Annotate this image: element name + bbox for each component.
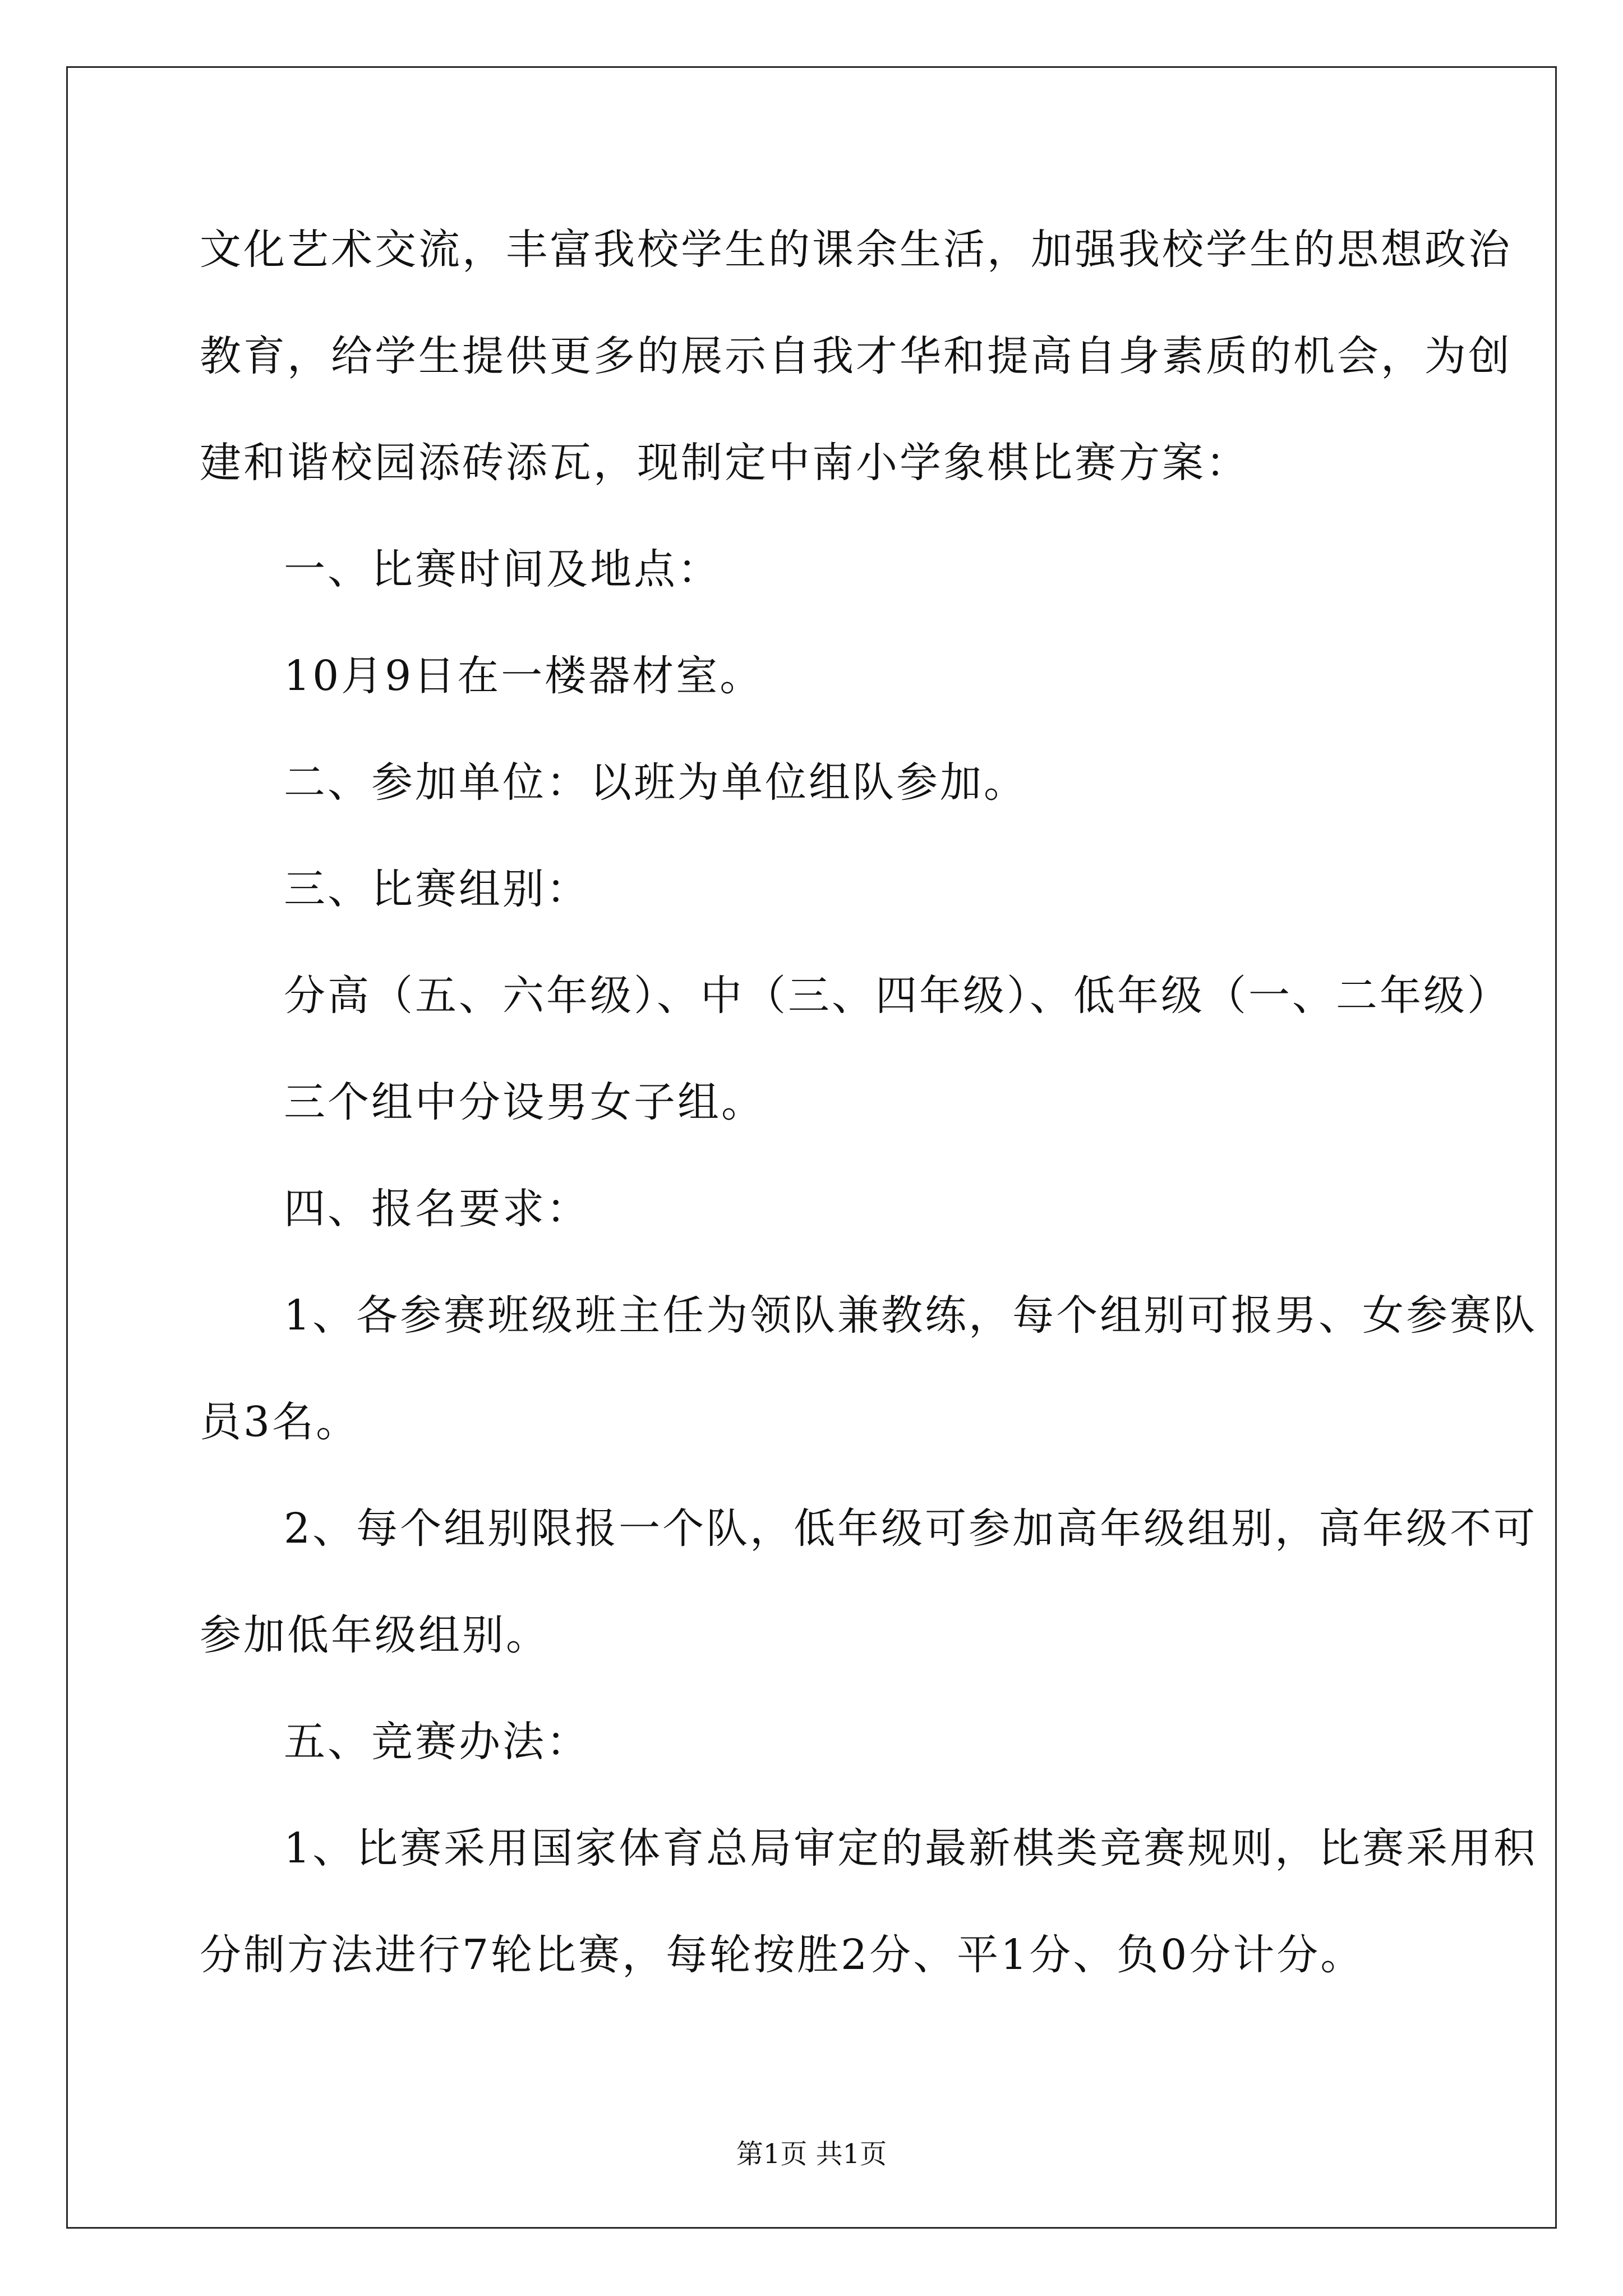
text-line-5: 10月9日在一楼器材室。: [284, 652, 764, 700]
text-line-1: 文化艺术交流，丰富我校学生的课余生活，加强我校学生的思想政治: [200, 226, 1512, 274]
text-line-16: 1、比赛采用国家体育总局审定的最新棋类竞赛规则，比赛采用积: [284, 1824, 1538, 1872]
text-line-8: 分高（五、六年级）、中（三、四年级）、低年级（一、二年级）: [284, 972, 1511, 1020]
text-line-2: 教育，给学生提供更多的展示自我才华和提高自身素质的机会，为创: [200, 332, 1512, 380]
text-line-14: 参加低年级组别。: [200, 1611, 550, 1659]
document-body: [200, 213, 1538, 2025]
text-line-11: 1、各参赛班级班主任为领队兼教练，每个组别可报男、女参赛队: [284, 1291, 1538, 1340]
text-line-13: 2、每个组别限报一个队，低年级可参加高年级组别，高年级不可: [284, 1504, 1538, 1553]
page-number: 第1页 共1页: [736, 2138, 887, 2170]
section-heading-5: 五、竞赛办法：: [284, 1718, 590, 1766]
text-line-9: 三个组中分设男女子组。: [284, 1078, 765, 1126]
text-line-17: 分制方法进行7轮比赛，每轮按胜2分、平1分、负0分计分。: [200, 1931, 1364, 1979]
section-heading-1: 一、比赛时间及地点：: [284, 545, 721, 593]
section-heading-2: 二、参加单位：以班为单位组队参加。: [284, 758, 1027, 807]
text-line-3: 建和谐校园添砖添瓦，现制定中南小学象棋比赛方案：: [200, 439, 1249, 487]
section-heading-4: 四、报名要求：: [284, 1185, 590, 1233]
text-line-12: 员3名。: [200, 1398, 360, 1446]
section-heading-3: 三、比赛组别：: [284, 865, 590, 913]
